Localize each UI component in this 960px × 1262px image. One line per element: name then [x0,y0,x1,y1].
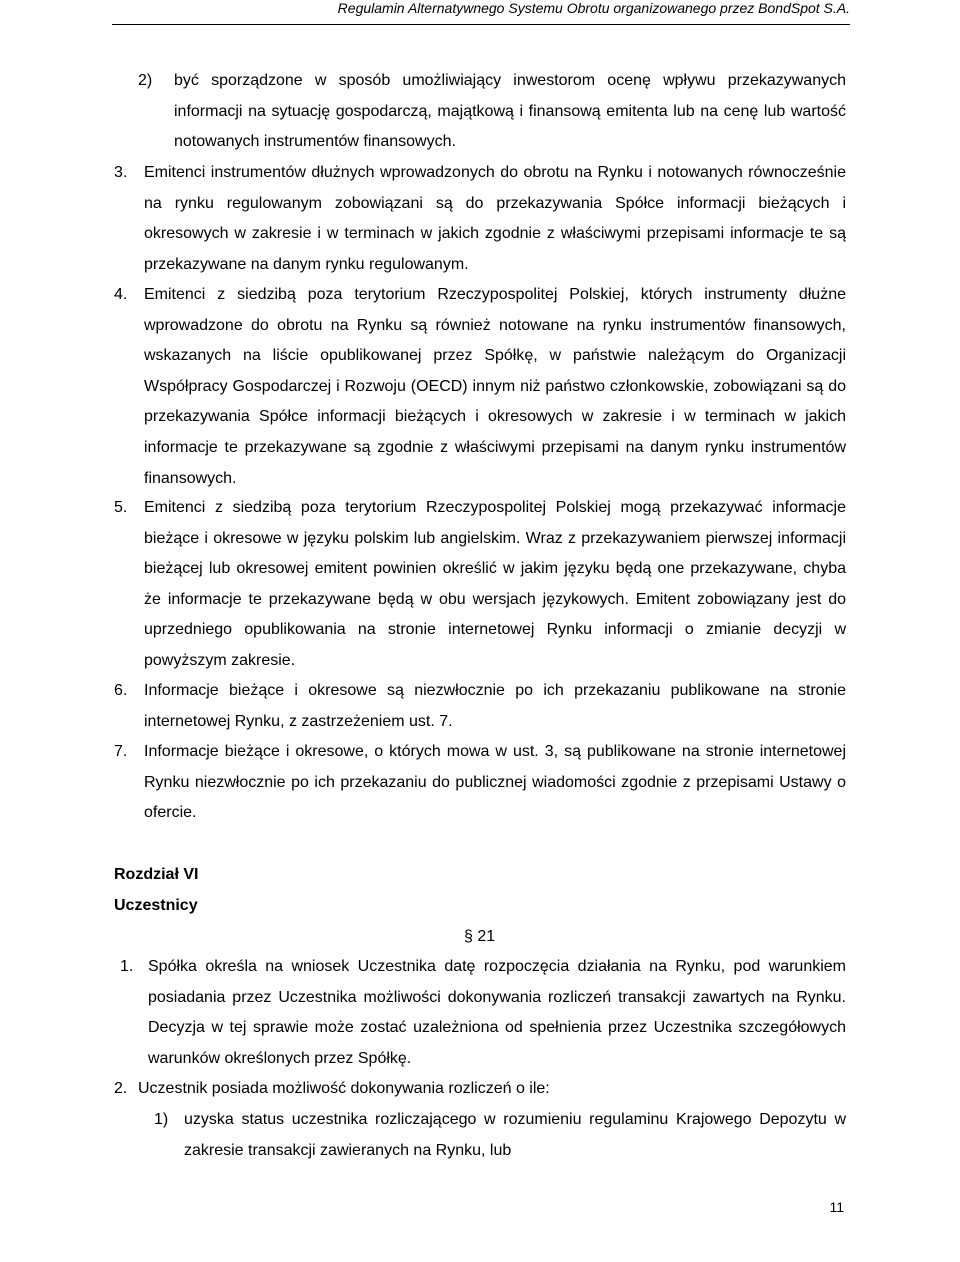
list-item [154,1105,846,1167]
list-item-number: 1. [120,958,134,975]
list-item-text: uzyska status uczestnika rozliczającego w rozumieniu regulaminu Krajowego Depozytu w zakresie transakcji zawieranych na Rynku, lub [184,1111,846,1159]
list-item-text: być sporządzone w sposób umożliwiający inwestorom ocenę wpływu przekazywanych informacji na sytuację gospodarczą, majątkową i finansową emitenta lub na cenę lub wartość notowanych instrumentów finansowych. [174,72,846,151]
list-item [114,280,846,495]
list-item [120,952,846,1075]
section-mark: § 21 [464,928,496,945]
list-item [114,158,846,281]
header-title: Regulamin Alternatywnego Systemu Obrotu organizowanego przez BondSpot S.A. [337,0,850,16]
list-item [114,676,846,738]
list-item-text: Informacje bieżące i okresowe są niezwłocznie po ich przekazaniu publikowane na stronie internetowej Rynku, z zastrzeżeniem ust. 7. [144,682,846,730]
list-item-text: Spółka określa na wniosek Uczestnika datę rozpoczęcia działania na Rynku, pod warunkiem posiadania przez Uczestnika możliwości dokonywania rozliczeń transakcji zawartych na Rynku. Decyzja w tej sprawie może zostać uzależniona od spełnienia przez Uczestnika szczegółowych warunków określonych przez Spółkę. [148,958,846,1067]
list-item [114,1074,846,1105]
list-item-number: 3. [114,164,128,181]
list-item [138,66,846,158]
list-item-number: 5. [114,499,128,516]
list-item-text: Uczestnik posiada możliwość dokonywania rozliczeń o ile: [138,1080,550,1097]
list-item-number: 4. [114,286,128,303]
list-item-text: Emitenci z siedzibą poza terytorium Rzeczypospolitej Polskiej mogą przekazywać informacje bieżące i okresowe w języku polskim lub angielskim. Wraz z przekazywaniem pierwszej informacji bieżącej lub okresowej emitent powinien określić w jakim języku będą one przekazywane, chyba że informacje te przekazywane będą w obu wersjach językowych. Emitent zobowiązany jest do uprzedniego opublikowania na stronie internetowej Rynku informacji o zmianie decyzji w powyższym zakresie. [144,499,846,669]
list-item-number: 7. [114,743,128,760]
list-item [114,493,846,677]
list-item-text: Informacje bieżące i okresowe, o których mowa w ust. 3, są publikowane na stronie internetowej Rynku niezwłocznie po ich przekazaniu do publicznej wiadomości zgodnie z przepisami Ustawy o ofercie. [144,743,846,822]
list-item-number: 1) [154,1111,169,1128]
list-item-number: 6. [114,682,128,699]
list-item-text: Emitenci z siedzibą poza terytorium Rzeczypospolitej Polskiej, których instrumenty dłużne wprowadzone do obrotu na Rynku są również notowane na rynku instrumentów finansowych, wskazanych na liście opublikowanej przez Spółkę, w państwie należącym do Organizacji Współpracy Gospodarczej i Rozwoju (OECD) innym niż państwo członkowskie, zobowiązani są do przekazywania Spółce informacji bieżących i okresowych w zakresie i w terminach w jakich informacje te przekazywane są zgodnie z właściwymi przepisami na danym rynku instrumentów finansowych. [144,286,846,487]
list-item-number: 2. [114,1080,128,1097]
chapter-title: Rozdział VI [114,866,199,883]
chapter-subtitle: Uczestnicy [114,897,198,914]
list-item-number: 2) [138,72,153,89]
page-number: 11 [829,1199,844,1215]
page-header [112,0,850,25]
list-item-text: Emitenci instrumentów dłużnych wprowadzonych do obrotu na Rynku i notowanych równocześnie na rynku regulowanym zobowiązani są do przekazywania Spółce informacji bieżących i okresowych w zakresie i w terminach w jakich zgodnie z właściwymi przepisami informacje te są przekazywane na danym rynku regulowanym. [144,164,846,273]
list-item [114,737,846,830]
